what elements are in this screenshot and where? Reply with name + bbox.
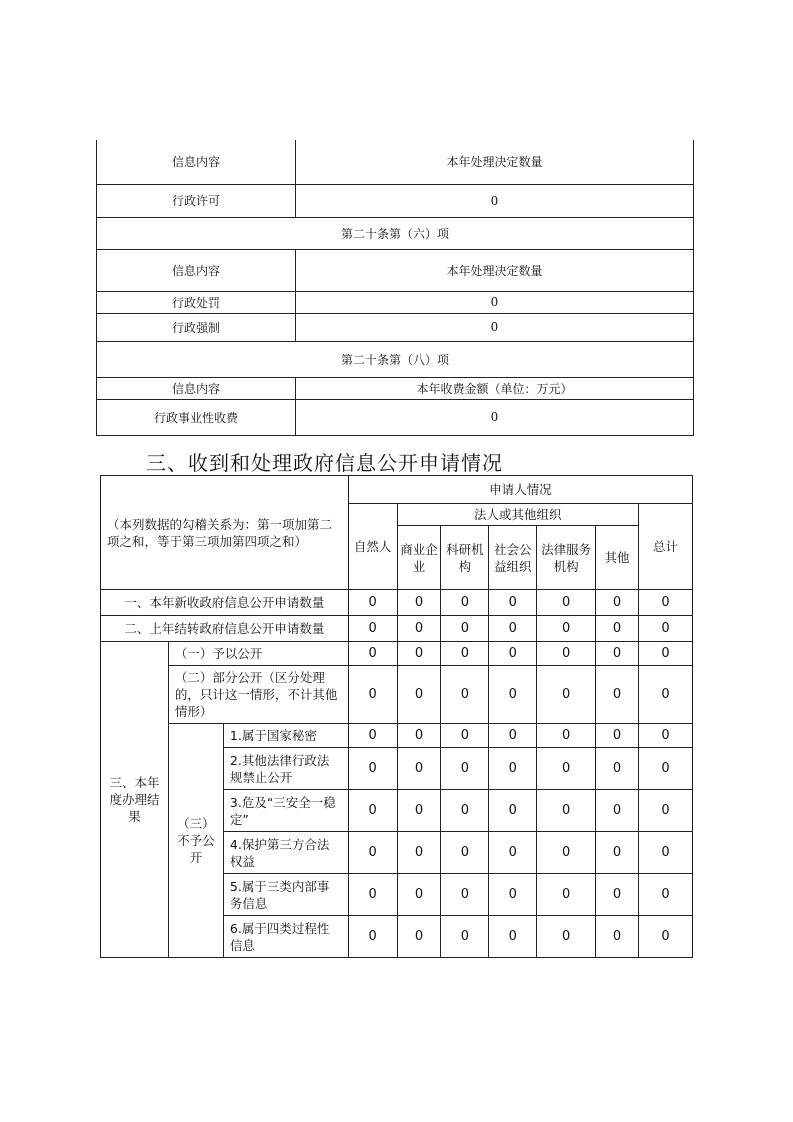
cell-value: 0 <box>639 642 693 666</box>
row-label-deny-3: 3.危及“三安全一稳定” <box>223 790 348 832</box>
row-label-grant: （一）予以公开 <box>168 642 348 666</box>
deny-label: （三）不予公开 <box>168 724 223 958</box>
row-label-deny-6: 6.属于四类过程性信息 <box>223 916 348 958</box>
cell-value: 0 <box>537 616 596 642</box>
cell-value: 0 <box>537 790 596 832</box>
cell-value: 0 <box>397 616 441 642</box>
total-header: 总计 <box>639 504 693 590</box>
cell-value: 0 <box>397 590 441 616</box>
cell-value: 0 <box>596 616 639 642</box>
cell-value: 0 <box>348 790 397 832</box>
cell-value: 0 <box>489 874 537 916</box>
cell-value: 0 <box>348 832 397 874</box>
cell-value: 0 <box>348 916 397 958</box>
cell-value: 0 <box>639 832 693 874</box>
header-count: 本年处理决定数量 <box>296 140 694 184</box>
cell-value: 0 <box>537 874 596 916</box>
cell-value: 0 <box>397 724 441 748</box>
cell-value: 0 <box>489 590 537 616</box>
cell-value: 0 <box>397 874 441 916</box>
section-6-title: 第二十条第（六）项 <box>97 217 694 249</box>
row-label-enforce: 行政强制 <box>97 313 296 341</box>
cell-value: 0 <box>348 616 397 642</box>
row-label-penalty: 行政处罚 <box>97 291 296 313</box>
cell-value: 0 <box>537 832 596 874</box>
cell-value: 0 <box>639 916 693 958</box>
sub-header-research: 科研机构 <box>441 526 489 590</box>
header-fee: 本年收费金额（单位：万元） <box>296 377 694 399</box>
cell-value: 0 <box>489 724 537 748</box>
results-label: 三、本年度办理结果 <box>101 642 169 958</box>
table-row <box>101 590 693 616</box>
cell-value: 0 <box>397 748 441 790</box>
cell-value: 0 <box>596 666 639 724</box>
row-label-new: 一、本年新收政府信息公开申请数量 <box>101 590 349 616</box>
admin-actions-table <box>96 140 694 436</box>
row-value-fee: 0 <box>296 399 694 435</box>
cell-value: 0 <box>537 916 596 958</box>
cell-value: 0 <box>348 666 397 724</box>
requests-table <box>100 475 693 958</box>
row-label-deny-1: 1.属于国家秘密 <box>223 724 348 748</box>
cell-value: 0 <box>489 748 537 790</box>
cell-value: 0 <box>639 724 693 748</box>
header-info-3: 信息内容 <box>97 377 296 399</box>
row-label-partial: （二）部分公开（区分处理的，只计这一情形，不计其他情形） <box>168 666 348 724</box>
cell-value: 0 <box>441 724 489 748</box>
row-label-carry: 二、上年结转政府信息公开申请数量 <box>101 616 349 642</box>
natural-person-header: 自然人 <box>348 504 397 590</box>
legal-org-header: 法人或其他组织 <box>397 504 638 526</box>
cell-value: 0 <box>441 916 489 958</box>
cell-value: 0 <box>441 666 489 724</box>
cell-value: 0 <box>639 616 693 642</box>
cell-value: 0 <box>489 666 537 724</box>
cell-value: 0 <box>489 642 537 666</box>
cell-value: 0 <box>441 748 489 790</box>
sub-header-business: 商业企业 <box>397 526 441 590</box>
header-count-2: 本年处理决定数量 <box>296 249 694 291</box>
cell-value: 0 <box>348 642 397 666</box>
row-label-deny-2: 2.其他法律行政法规禁止公开 <box>223 748 348 790</box>
row-label-deny-5: 5.属于三类内部事务信息 <box>223 874 348 916</box>
row-value-enforce: 0 <box>296 313 694 341</box>
sub-header-legal-service: 法律服务机构 <box>537 526 596 590</box>
sub-header-public-welfare: 社会公益组织 <box>489 526 537 590</box>
cell-value: 0 <box>639 590 693 616</box>
cell-value: 0 <box>397 916 441 958</box>
cell-value: 0 <box>348 724 397 748</box>
row-value-license: 0 <box>296 184 694 217</box>
cell-value: 0 <box>537 666 596 724</box>
cell-value: 0 <box>441 790 489 832</box>
cell-value: 0 <box>639 666 693 724</box>
cell-value: 0 <box>397 642 441 666</box>
cell-value: 0 <box>596 916 639 958</box>
cell-value: 0 <box>596 790 639 832</box>
cell-value: 0 <box>596 642 639 666</box>
cell-value: 0 <box>596 748 639 790</box>
cell-value: 0 <box>397 790 441 832</box>
cell-value: 0 <box>348 590 397 616</box>
cell-value: 0 <box>441 590 489 616</box>
cell-value: 0 <box>348 874 397 916</box>
cell-value: 0 <box>639 748 693 790</box>
applicant-header: 申请人情况 <box>348 476 692 504</box>
cell-value: 0 <box>441 874 489 916</box>
row-label-fee: 行政事业性收费 <box>97 399 296 435</box>
cell-value: 0 <box>489 916 537 958</box>
cell-value: 0 <box>441 832 489 874</box>
cell-value: 0 <box>537 724 596 748</box>
cell-value: 0 <box>596 724 639 748</box>
cell-value: 0 <box>397 666 441 724</box>
cell-value: 0 <box>596 590 639 616</box>
section-8-title: 第二十条第（八）项 <box>97 341 694 377</box>
table-row <box>101 642 693 666</box>
sub-header-other: 其他 <box>596 526 639 590</box>
row-label-deny-4: 4.保护第三方合法权益 <box>223 832 348 874</box>
header-info: 信息内容 <box>97 140 296 184</box>
cell-value: 0 <box>639 790 693 832</box>
row-label-license: 行政许可 <box>97 184 296 217</box>
row-value-penalty: 0 <box>296 291 694 313</box>
cell-value: 0 <box>489 616 537 642</box>
cell-value: 0 <box>441 616 489 642</box>
table-row <box>101 666 693 724</box>
table-note: （本列数据的勾稽关系为：第一项加第二项之和，等于第三项加第四项之和） <box>101 476 349 590</box>
cell-value: 0 <box>397 832 441 874</box>
cell-value: 0 <box>441 642 489 666</box>
cell-value: 0 <box>537 748 596 790</box>
section-heading: 三、收到和处理政府信息公开申请情况 <box>146 451 503 475</box>
cell-value: 0 <box>537 590 596 616</box>
table-row <box>101 724 693 748</box>
cell-value: 0 <box>348 748 397 790</box>
cell-value: 0 <box>537 642 596 666</box>
cell-value: 0 <box>596 832 639 874</box>
cell-value: 0 <box>489 832 537 874</box>
cell-value: 0 <box>639 874 693 916</box>
header-info-2: 信息内容 <box>97 249 296 291</box>
cell-value: 0 <box>596 874 639 916</box>
table-row <box>101 616 693 642</box>
cell-value: 0 <box>489 790 537 832</box>
